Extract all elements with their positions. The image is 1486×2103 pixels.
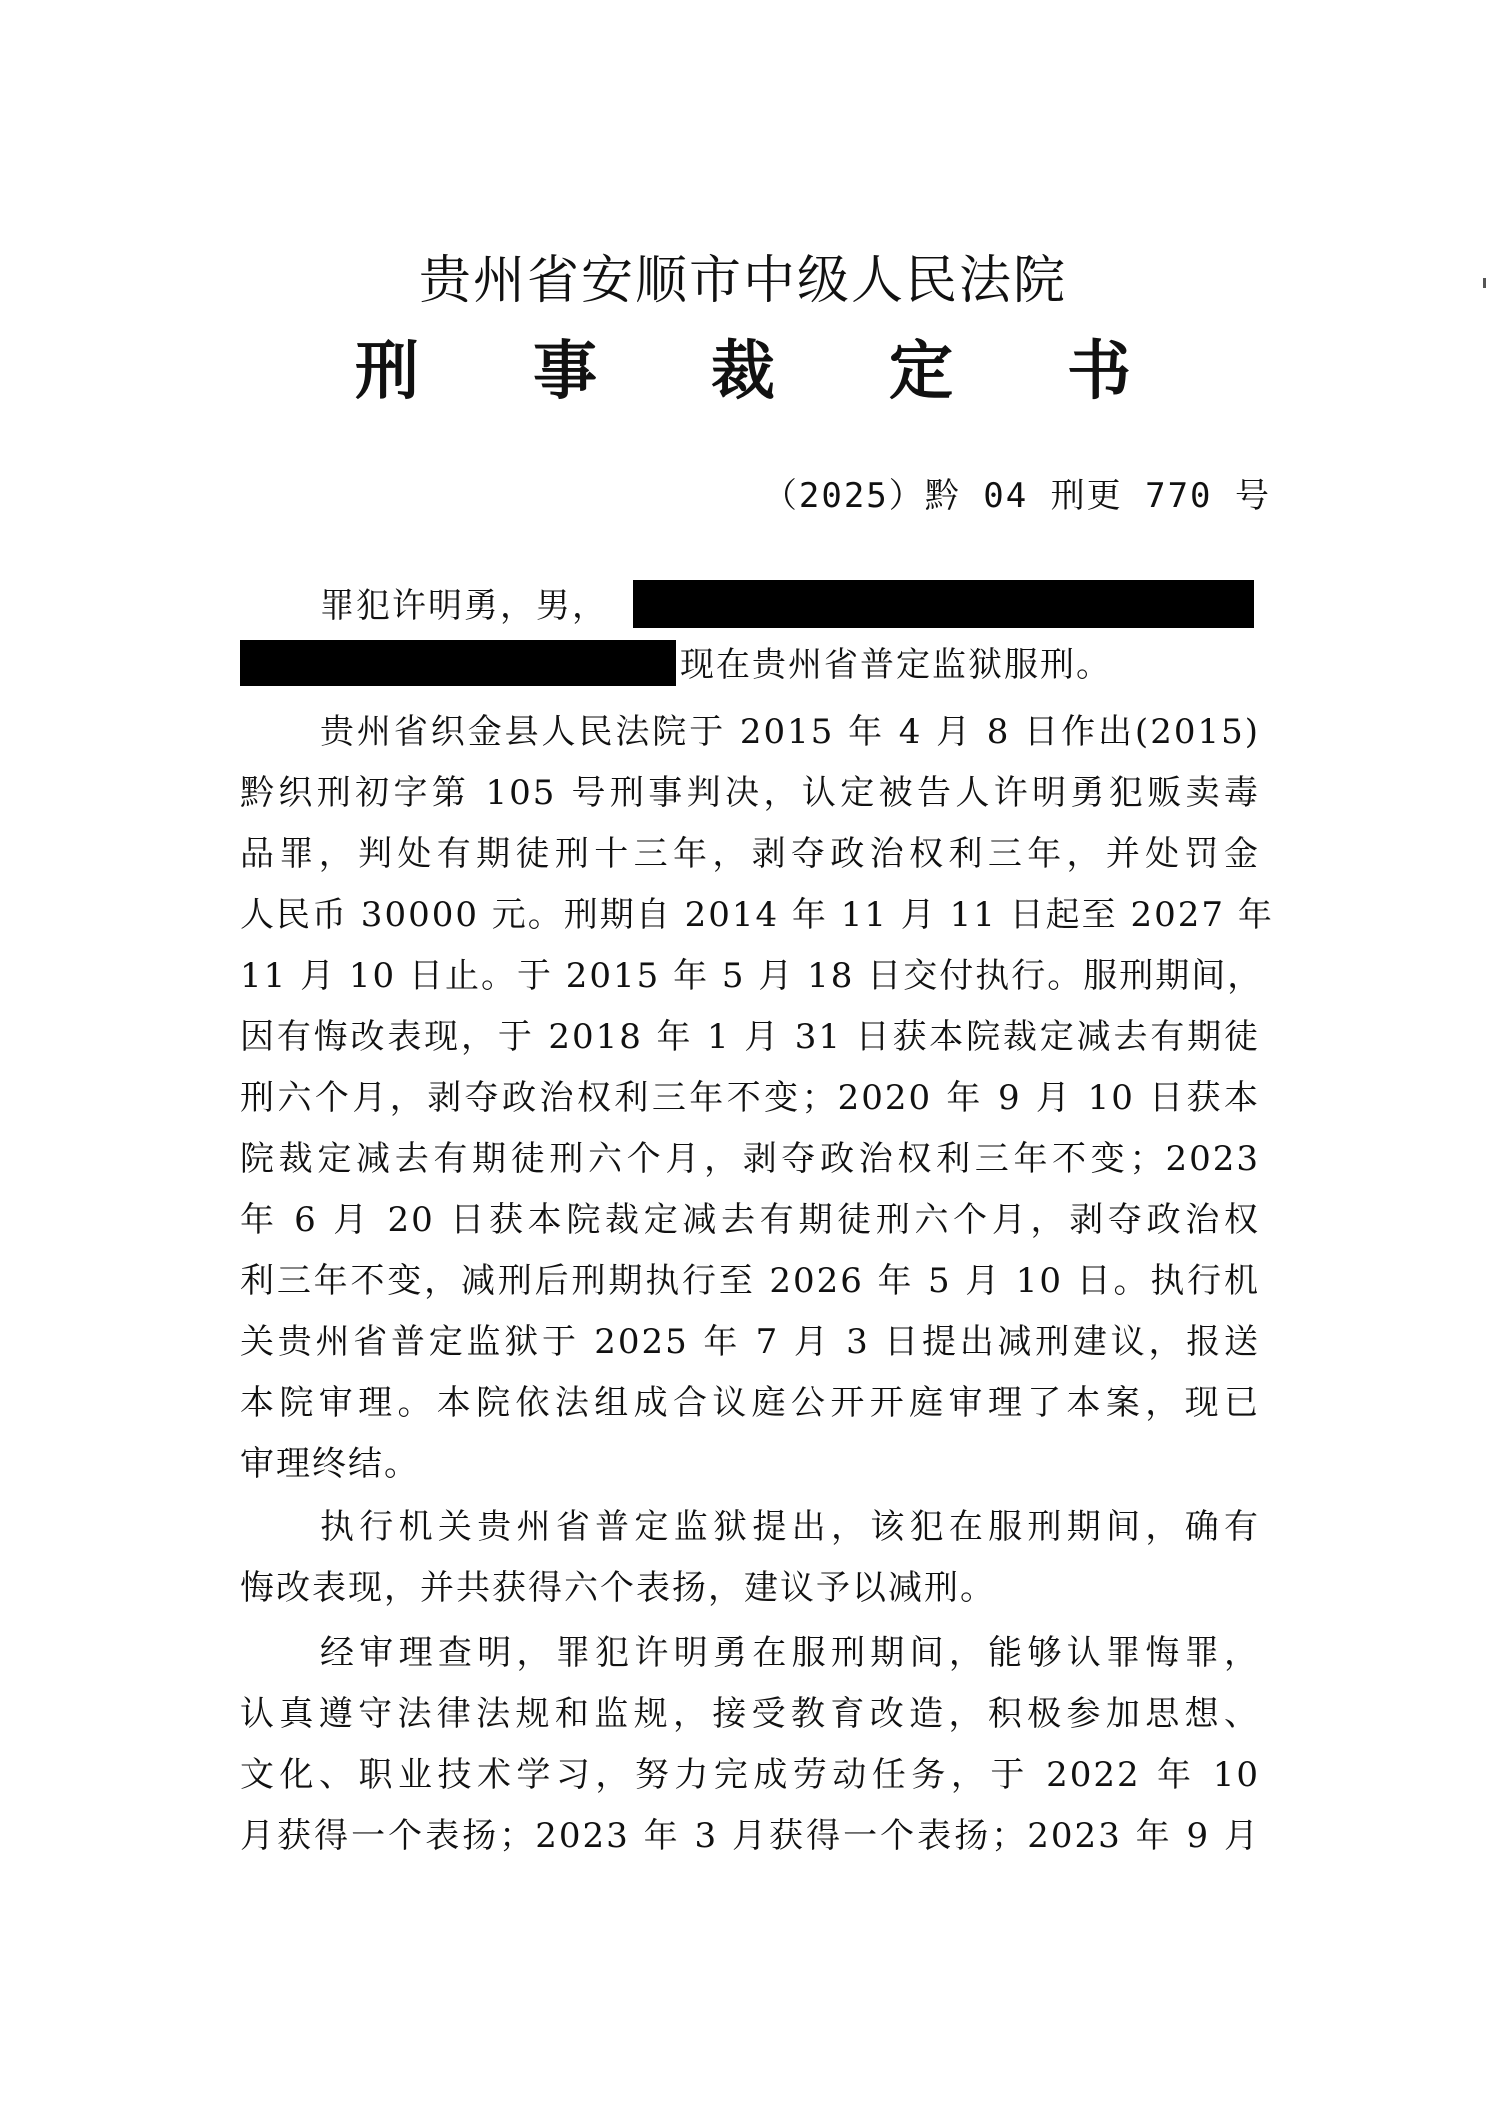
text-line-13: 关贵州省普定监狱于 2025 年 7 月 3 日提出减刑建议，报送: [240, 1322, 1260, 1362]
case-number: （2025）黔 04 刑更 770 号: [762, 476, 1271, 516]
text-line-9: 刑六个月，剥夺政治权利三年不变；2020 年 9 月 10 日获本: [240, 1078, 1260, 1118]
text-line-20: 文化、职业技术学习，努力完成劳动任务，于 2022 年 10: [240, 1755, 1260, 1795]
text-line-10: 院裁定减去有期徒刑六个月，剥夺政治权利三年不变；2023: [240, 1139, 1260, 1179]
text-line-15: 审理终结。: [240, 1444, 420, 1484]
text-line-7: 11 月 10 日止。于 2015 年 5 月 18 日交付执行。服刑期间，: [240, 956, 1264, 996]
title-char-4: 定: [889, 335, 953, 409]
text-line-18: 经审理查明，罪犯许明勇在服刑期间，能够认罪悔罪，: [320, 1633, 1260, 1673]
text-line-14: 本院审理。本院依法组成合议庭公开开庭审理了本案，现已: [240, 1383, 1260, 1423]
title-char-3: 裁: [711, 335, 775, 409]
title-char-5: 书: [1067, 335, 1131, 409]
text-line-17: 悔改表现，并共获得六个表扬，建议予以减刑。: [240, 1568, 996, 1608]
text-line-11: 年 6 月 20 日获本院裁定减去有期徒刑六个月，剥夺政治权: [240, 1200, 1260, 1240]
text-line-12: 利三年不变，减刑后刑期执行至 2026 年 5 月 10 日。执行机: [240, 1261, 1260, 1301]
text-line-19: 认真遵守法律法规和监规，接受教育改造，积极参加思想、: [240, 1694, 1260, 1734]
text-line-4: 黔织刑初字第 105 号刑事判决，认定被告人许明勇犯贩卖毒: [240, 773, 1260, 813]
redaction-block-1: [633, 580, 1254, 628]
text-line-16: 执行机关贵州省普定监狱提出，该犯在服刑期间，确有: [320, 1507, 1260, 1547]
title-char-1: 刑: [355, 335, 419, 409]
text-line-2: 现在贵州省普定监狱服刑。: [680, 645, 1112, 685]
court-name: 贵州省安顺市中级人民法院: [418, 251, 1067, 311]
text-line-5: 品罪，判处有期徒刑十三年，剥夺政治权利三年，并处罚金: [240, 834, 1260, 874]
redaction-block-2: [240, 640, 676, 686]
title-char-2: 事: [533, 335, 597, 409]
text-line-8: 因有悔改表现，于 2018 年 1 月 31 日获本院裁定减去有期徒: [240, 1017, 1260, 1057]
text-line-21: 月获得一个表扬；2023 年 3 月获得一个表扬；2023 年 9 月: [240, 1816, 1260, 1856]
text-line-6: 人民币 30000 元。刑期自 2014 年 11 月 11 日起至 2027 年: [240, 895, 1274, 935]
text-line-1: 罪犯许明勇，男，: [320, 586, 608, 626]
document-title: [355, 320, 1155, 409]
text-line-3: 贵州省织金县人民法院于 2015 年 4 月 8 日作出(2015): [320, 712, 1260, 752]
